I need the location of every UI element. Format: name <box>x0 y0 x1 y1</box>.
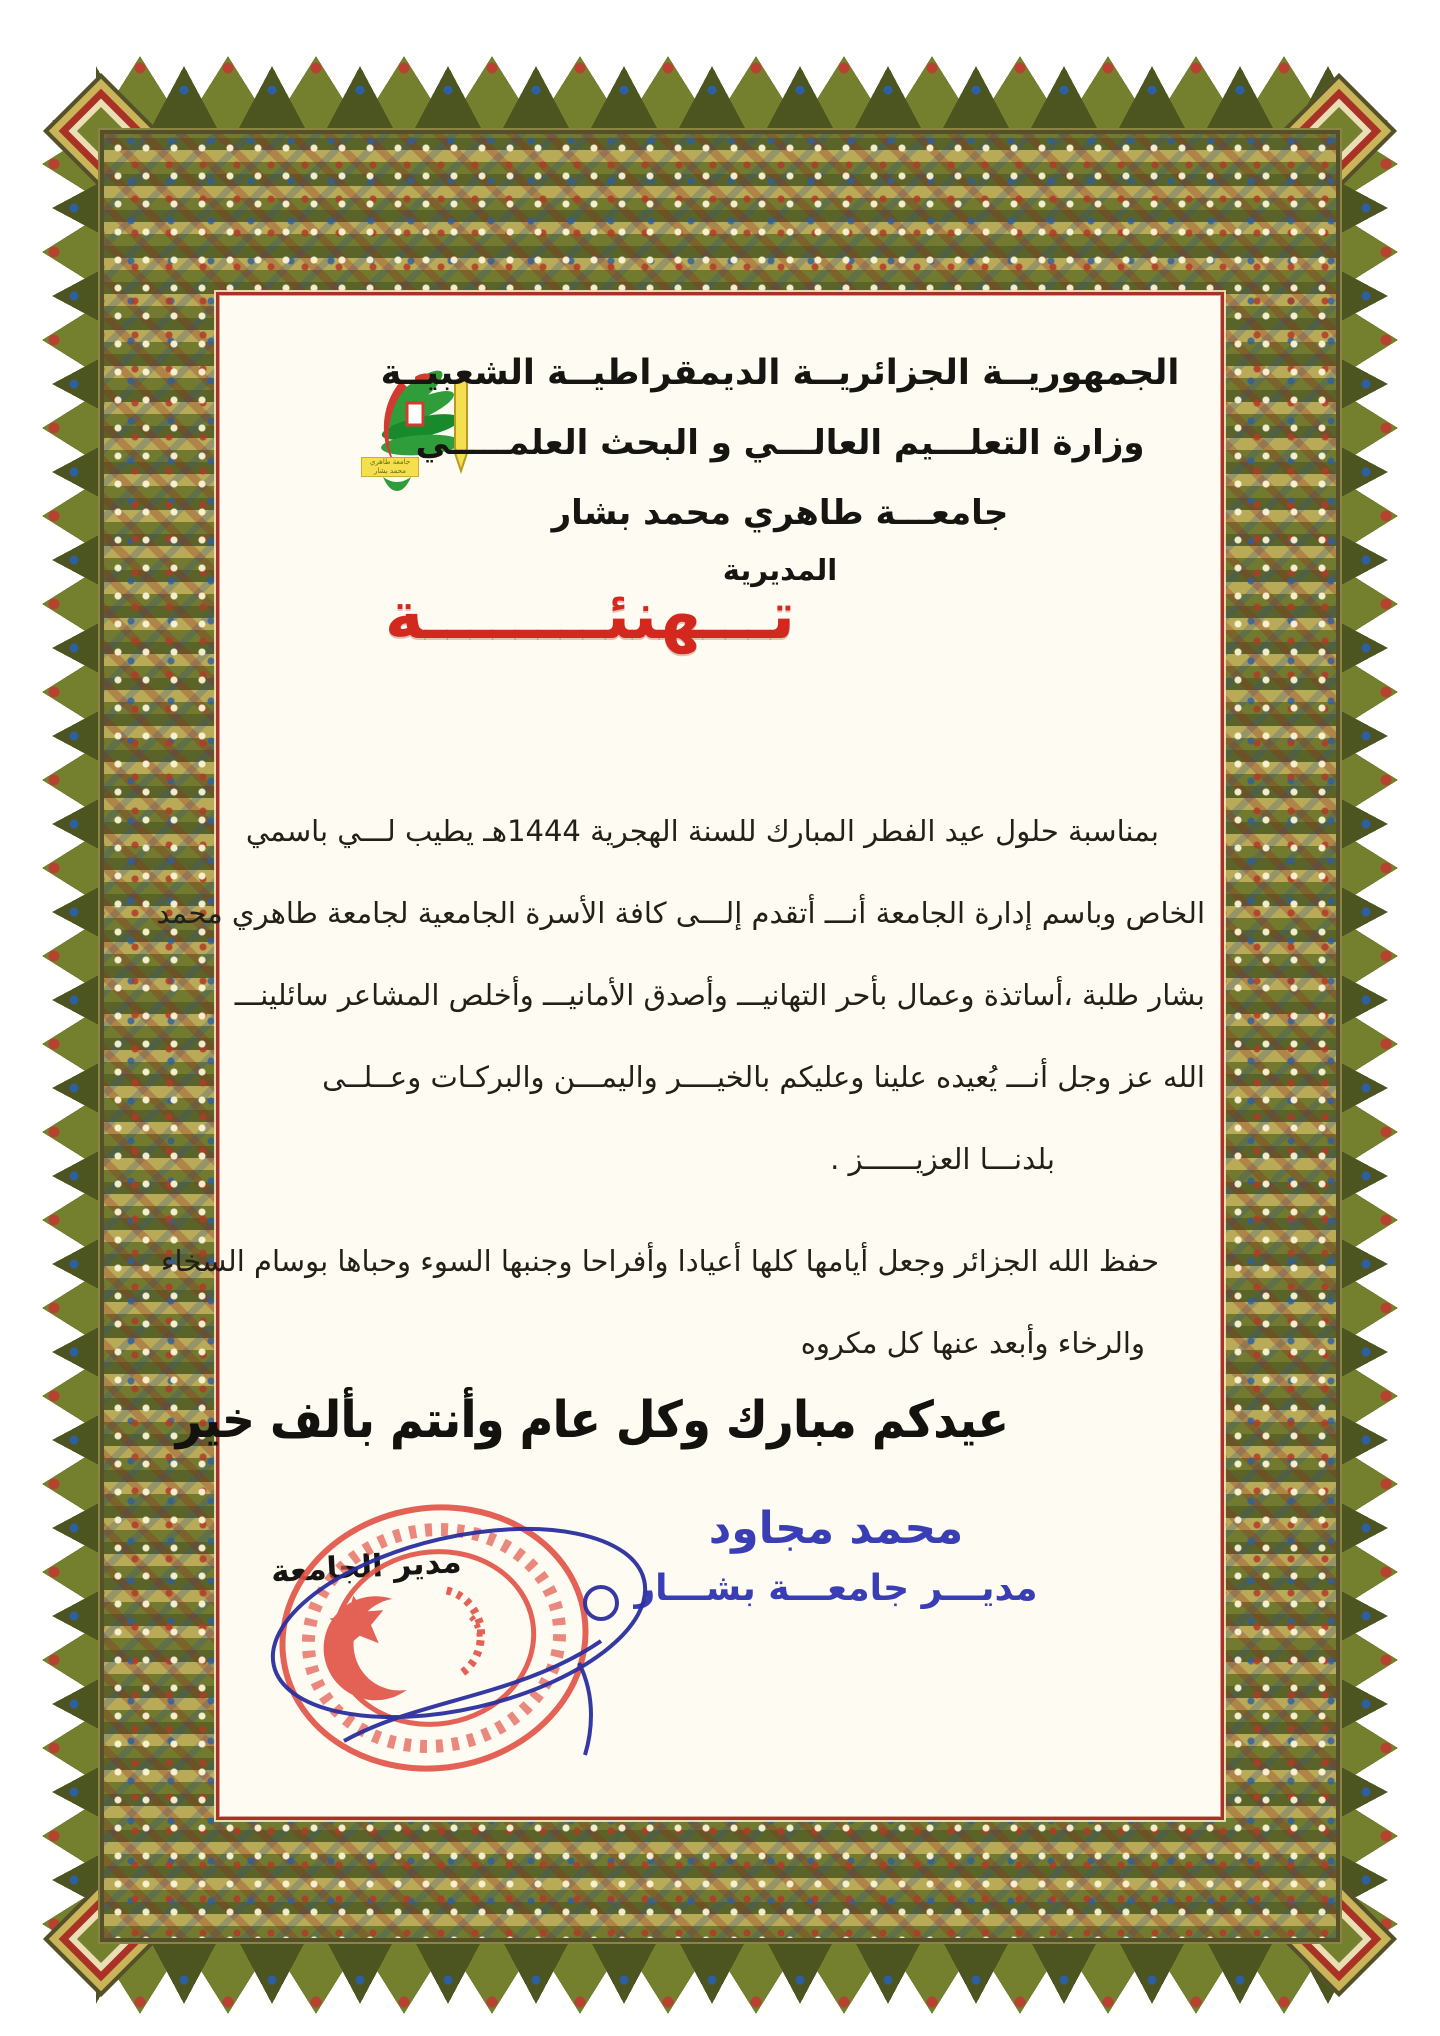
header-republic-line: الجمهوريــة الجزائريــة الديمقراطيــة الشعبيــة <box>380 353 1180 393</box>
body-line: بمناسبة حلول عيد الفطر المبارك للسنة الهجرية 1444هـ يطيب لـــي باسمي <box>245 814 1159 848</box>
body-line: حفظ الله الجزائر وجعل أيامها كلها أعيادا وأفراحا وجنبها السوء وحباها بوسام السخاء <box>160 1244 1159 1278</box>
body-line: الخاص وباسم إدارة الجامعة أنـــ أتقدم إلـــى كافة الأسرة الجامعية لجامعة طاهري محمد <box>156 896 1205 930</box>
border-fringe-top <box>96 56 1344 132</box>
signatory-role: مديـــر جامعـــة بشـــار <box>634 1568 1038 1609</box>
director-label: مدير الجامعة <box>270 1544 463 1590</box>
border-fringe-bottom <box>96 1938 1344 2014</box>
body-line: بلدنـــا العزيــــــز . <box>830 1142 1055 1176</box>
signatory-name: محمد مجاود <box>708 1503 964 1554</box>
body-line: الله عز وجل أنـــ يُعيده علينا وعليكم بالخيــــر واليمـــن والبركـات وعــلــى <box>322 1060 1205 1094</box>
signature-block <box>601 1503 1071 1609</box>
certificate-paper <box>156 292 1224 1820</box>
header-directorate-line: المديرية <box>722 553 838 587</box>
official-stamp <box>249 1473 649 1793</box>
stamp-graphic <box>249 1473 649 1793</box>
calligraphic-greeting: عيدكم مبارك وكل عام وأنتم بألف خير <box>175 1389 1009 1450</box>
document-title: تـــهنئــــــــة <box>384 577 796 654</box>
header-university-line: جامعـــة طاهري محمد بشار <box>551 493 1009 533</box>
border-fringe-left <box>42 120 104 1948</box>
header-ministry-line: وزارة التعلـــيم العالـــي و البحث العلمـــــي <box>415 423 1145 463</box>
border-fringe-right <box>1336 120 1398 1948</box>
logo-ribbon-text: جامعة طاهري محمد بشار <box>361 457 419 477</box>
body-line: بشار طلبة ،أساتذة وعمال بأحر التهانيـــ وأصدق الأمانيـــ وأخلص المشاعر سائلينـــ <box>234 978 1205 1012</box>
ornamental-border-band <box>100 130 1340 1942</box>
body-line: والرخاء وأبعد عنها كل مكروه <box>800 1326 1145 1360</box>
